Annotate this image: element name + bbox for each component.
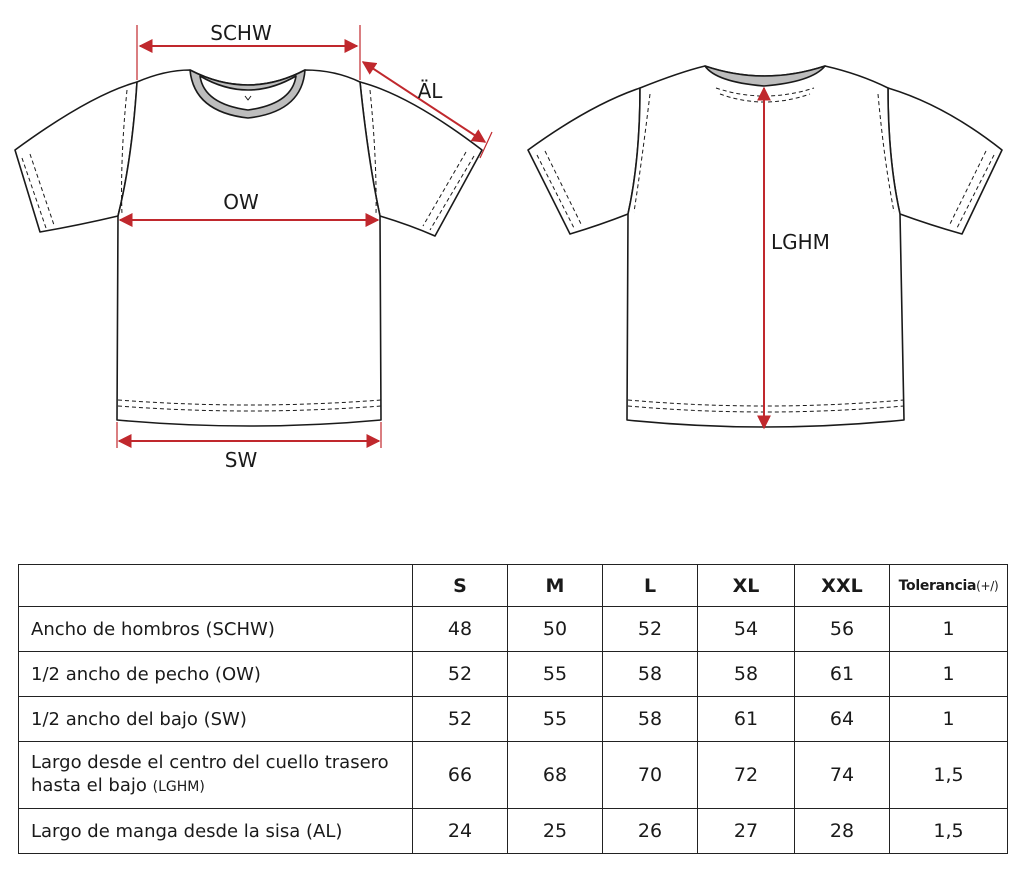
cell-xl: 27 <box>698 809 795 854</box>
al-guide <box>480 132 492 158</box>
cell-l: 26 <box>603 809 698 854</box>
al-label: ÄL <box>417 79 443 103</box>
table-header-row <box>19 565 1008 607</box>
cell-l: 70 <box>603 742 698 809</box>
row-label: 1/2 ancho del bajo (SW) <box>19 697 413 742</box>
header-tolerance <box>890 565 1008 607</box>
cell-xl: 58 <box>698 652 795 697</box>
cell-s: 52 <box>413 652 508 697</box>
cell-tolerance: 1 <box>890 697 1008 742</box>
schw-label: SCHW <box>210 21 272 45</box>
tolerance-label: Tolerancia <box>898 577 977 594</box>
front-body <box>117 70 381 426</box>
cell-tolerance: 1 <box>890 607 1008 652</box>
ow-label: OW <box>223 190 259 214</box>
cell-s: 24 <box>413 809 508 854</box>
cell-m: 68 <box>508 742 603 809</box>
back-body <box>627 66 904 427</box>
cell-xl: 61 <box>698 697 795 742</box>
cell-m: 55 <box>508 652 603 697</box>
tolerance-unit: (+/) <box>976 578 999 593</box>
cell-tolerance: 1 <box>890 652 1008 697</box>
cell-l: 58 <box>603 697 698 742</box>
back-right-sleeve <box>888 88 1002 234</box>
row-label-line2: hasta el bajo <box>31 775 147 796</box>
row-label-line1: Largo desde el centro del cuello trasero <box>31 752 389 773</box>
cell-xxl: 74 <box>795 742 890 809</box>
row-label-suffix: (LGHM) <box>152 779 205 795</box>
row-label: Largo de manga desde la sisa (AL) <box>19 809 413 854</box>
cell-xxl: 56 <box>795 607 890 652</box>
table-row <box>19 697 1008 742</box>
cell-tolerance: 1,5 <box>890 742 1008 809</box>
table-row <box>19 809 1008 854</box>
cell-m: 50 <box>508 607 603 652</box>
table-row <box>19 607 1008 652</box>
cell-m: 25 <box>508 809 603 854</box>
cell-xl: 54 <box>698 607 795 652</box>
cell-s: 48 <box>413 607 508 652</box>
cell-xl: 72 <box>698 742 795 809</box>
cell-xxl: 61 <box>795 652 890 697</box>
cell-s: 52 <box>413 697 508 742</box>
cell-xxl: 28 <box>795 809 890 854</box>
size-chart-table <box>18 564 1008 854</box>
row-label <box>19 742 413 809</box>
row-label: Ancho de hombros (SCHW) <box>19 607 413 652</box>
sw-label: SW <box>224 448 258 472</box>
header-size-s: S <box>413 565 508 607</box>
table-row <box>19 742 1008 809</box>
cell-tolerance: 1,5 <box>890 809 1008 854</box>
cell-l: 52 <box>603 607 698 652</box>
header-size-xxl: XXL <box>795 565 890 607</box>
lghm-label: LGHM <box>771 230 830 254</box>
cell-m: 55 <box>508 697 603 742</box>
row-label: 1/2 ancho de pecho (OW) <box>19 652 413 697</box>
front-tshirt <box>15 70 482 426</box>
back-left-sleeve <box>528 88 640 234</box>
header-size-xl: XL <box>698 565 795 607</box>
header-blank <box>19 565 413 607</box>
cell-l: 58 <box>603 652 698 697</box>
front-left-sleeve <box>15 82 137 232</box>
table-row <box>19 652 1008 697</box>
cell-xxl: 64 <box>795 697 890 742</box>
header-size-m: M <box>508 565 603 607</box>
cell-s: 66 <box>413 742 508 809</box>
header-size-l: L <box>603 565 698 607</box>
